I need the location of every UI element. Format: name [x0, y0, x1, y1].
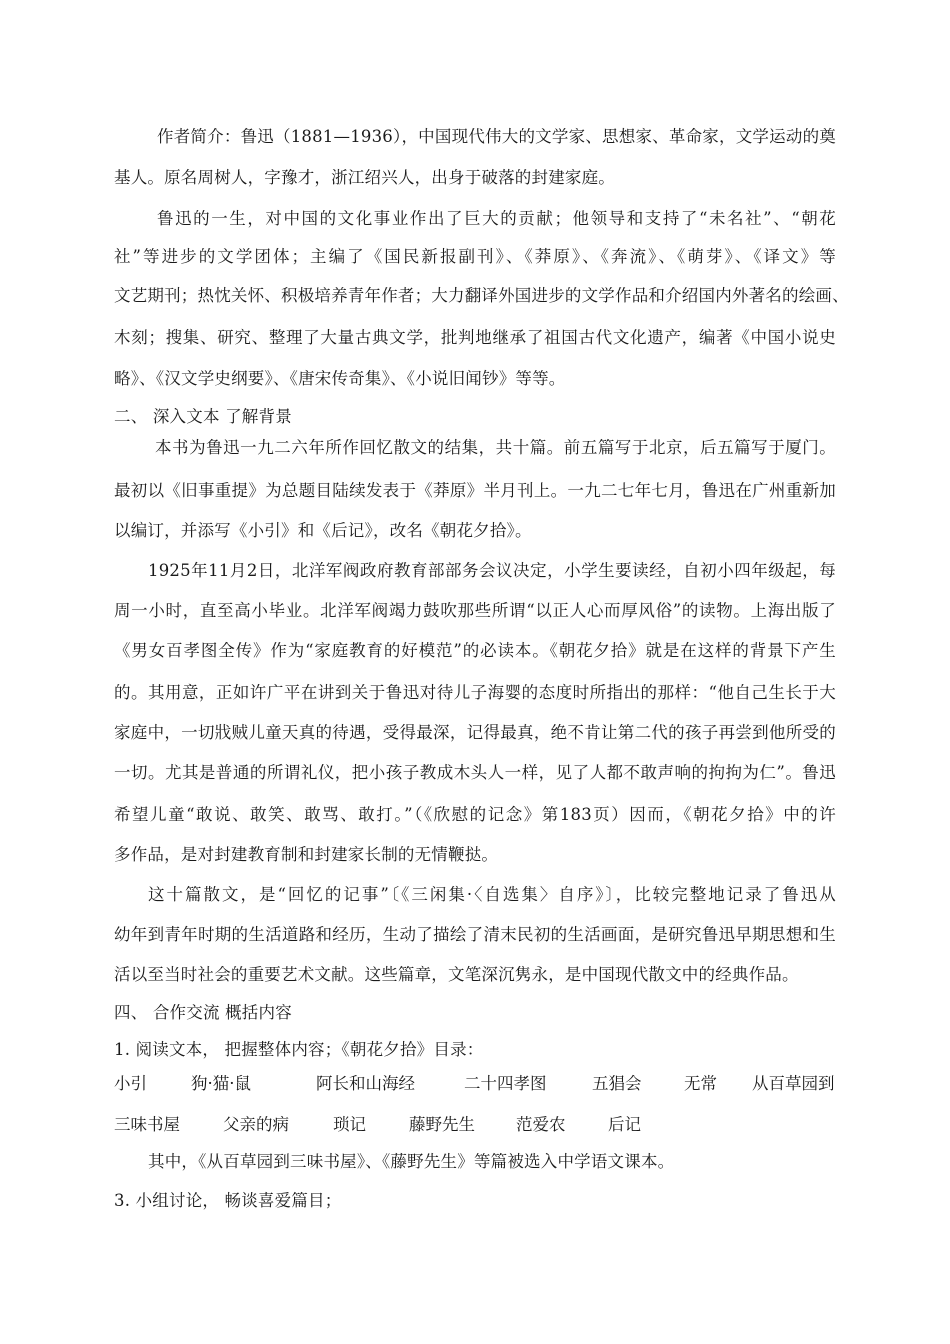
toc-item: 狗·猫·鼠: [191, 1074, 251, 1093]
toc-item: 范爱农: [516, 1115, 566, 1134]
list-item: 3. 小组讨论， 畅谈喜爱篇目；: [114, 1191, 342, 1210]
paragraph-line: 以编订，并添写《小引》和《后记》，改名《朝花夕拾》。: [114, 521, 532, 540]
toc-item: 二十四孝图: [464, 1074, 547, 1093]
paragraph-line: 1925年11月2日，北洋军阀政府教育部部务会议决定，小学生要读经，自初小四年级起，每: [148, 561, 836, 580]
section-heading: 二、 深入文本 了解背景: [114, 407, 292, 426]
paragraph-line: 鲁迅的一生，对中国的文化事业作出了巨大的贡献；他领导和支持了“未名社”、“朝花: [157, 209, 836, 228]
paragraph-line: 幼年到青年时期的生活道路和经历，生动了描绘了清末民初的生活画面，是研究鲁迅早期思想和生: [114, 925, 836, 944]
toc-item: 小引: [114, 1074, 147, 1093]
paragraph-line: 木刻；搜集、研究、整理了大量古典文学，批判地继承了祖国古代文化遗产，编著《中国小说史: [114, 328, 836, 347]
list-item: 1. 阅读文本， 把握整体内容；《朝花夕拾》目录：: [114, 1040, 484, 1059]
paragraph-line: 一切。尤其是普通的所谓礼仪，把小孩子教成木头人一样，见了人都不敢声响的拘拘为仁”。鲁迅: [114, 763, 836, 782]
toc-item: 三味书屋: [114, 1115, 180, 1134]
toc-item: 琐记: [333, 1115, 366, 1134]
paragraph-line: 这十篇散文，是“回忆的记事”〔《三闲集·〈自选集〉自序》〕，比较完整地记录了鲁迅从: [148, 885, 836, 904]
paragraph-line: 本书为鲁迅一九二六年所作回忆散文的结集，共十篇。前五篇写于北京，后五篇写于厦门。: [155, 438, 836, 457]
paragraph-line: 作者简介：鲁迅（1881—1936），中国现代伟大的文学家、思想家、革命家，文学运动的奠: [157, 127, 836, 146]
paragraph-line: 的。其用意，正如许广平在讲到关于鲁迅对待儿子海婴的态度时所指出的那样：“他自己生长于大: [114, 683, 836, 702]
paragraph-line: 活以至当时社会的重要艺术文献。这些篇章，文笔深沉隽永，是中国现代散文中的经典作品。: [114, 965, 799, 984]
toc-item: 从百草园到: [752, 1074, 835, 1093]
toc-item: 无常: [684, 1074, 717, 1093]
paragraph-line: 周一小时，直至高小毕业。北洋军阀竭力鼓吹那些所谓“以正人心而厚风俗”的读物。上海出版了: [114, 601, 836, 620]
toc-item: 后记: [608, 1115, 641, 1134]
paragraph-line: 家庭中，一切戕贼儿童天真的待遇，受得最深，记得最真，绝不肯让第二代的孩子再尝到他所受的: [114, 723, 836, 742]
paragraph-line: 社”等进步的文学团体；主编了《国民新报副刊》、《莽原》、《奔流》、《萌芽》、《译文》等: [114, 247, 836, 266]
paragraph-line: 《男女百孝图全传》作为“家庭教育的好模范”的必读本。《朝花夕拾》就是在这样的背景下产生: [114, 641, 836, 660]
paragraph-line: 希望儿童“敢说、敢笑、敢骂、敢打。”（《欣慰的记念》第183页）因而，《朝花夕拾》中的许: [114, 805, 836, 824]
paragraph-line: 基人。原名周树人，字豫才，浙江绍兴人，出身于破落的封建家庭。: [114, 168, 615, 187]
paragraph-line: 多作品，是对封建教育制和封建家长制的无情鞭挞。: [114, 845, 499, 864]
toc-item: 藤野先生: [409, 1115, 475, 1134]
section-heading: 四、 合作交流 概括内容: [114, 1003, 292, 1022]
paragraph-line: 略》、《汉文学史纲要》、《唐宋传奇集》、《小说旧闻钞》等等。: [114, 369, 566, 388]
paragraph-line: 其中，《从百草园到三味书屋》、《藤野先生》等篇被选入中学语文课本。: [148, 1152, 675, 1171]
toc-item: 五猖会: [592, 1074, 642, 1093]
toc-item: 阿长和山海经: [316, 1074, 415, 1093]
paragraph-line: 最初以《旧事重提》为总题目陆续发表于《莽原》半月刊上。一九二七年七月，鲁迅在广州重新加: [114, 481, 836, 500]
toc-item: 父亲的病: [223, 1115, 289, 1134]
paragraph-line: 文艺期刊；热忱关怀、积极培养青年作者；大力翻译外国进步的文学作品和介绍国内外著名的绘画、: [114, 286, 849, 305]
